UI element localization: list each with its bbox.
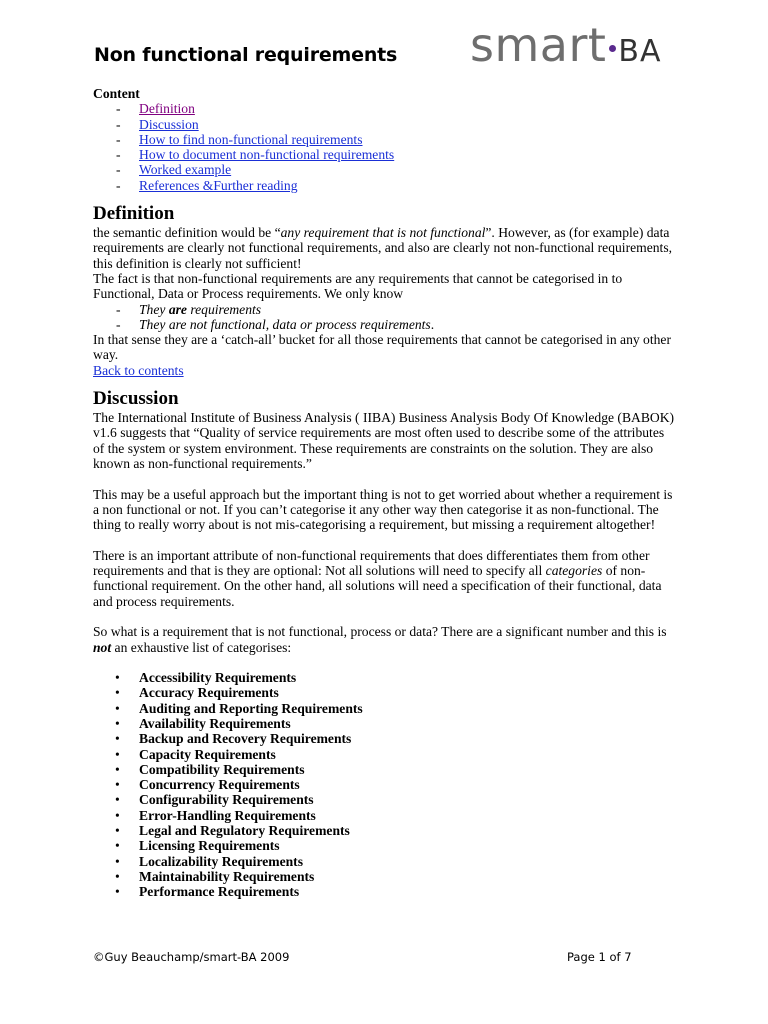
toc-link-discussion[interactable]: Discussion	[139, 116, 199, 132]
paragraph-spacer	[93, 655, 678, 670]
definition-paragraph-2: The fact is that non-functional requirements are any requirements that cannot be categorised in to Functional, Data or Process requirements. We only know	[93, 270, 623, 302]
logo-smart-text: smart	[470, 18, 607, 72]
list-item: • Localizability Requirements	[93, 854, 678, 869]
logo-ba-text: BA	[618, 34, 662, 69]
list-item-text: requirements	[186, 301, 262, 317]
footer-page-number: Page 1 of 7	[567, 950, 632, 964]
table-of-contents	[93, 101, 678, 193]
list-item: • Maintainability Requirements	[93, 869, 678, 884]
logo-dot-icon	[609, 45, 616, 52]
list-item: • Concurrency Requirements	[93, 777, 678, 792]
list-item: • Legal and Regulatory Requirements	[93, 823, 678, 838]
list-item	[93, 302, 678, 317]
back-to-contents	[93, 363, 678, 378]
toc-link-definition[interactable]: Definition	[139, 101, 195, 117]
list-item: • Accuracy Requirements	[93, 685, 678, 700]
smart-ba-logo	[470, 18, 662, 72]
discussion-paragraph-2: This may be a useful approach but the important thing is not to get worried about whether a requirement is a non functional or not. If you can’t categorise it any other way then categorise it as non-functional. The thing to really worry about is not mis-categorising a requirement, but missing a requirement altogether!	[93, 486, 673, 533]
toc-label: Content	[93, 86, 140, 101]
toc-item	[93, 132, 678, 147]
list-item: • Compatibility Requirements	[93, 762, 678, 777]
toc-link-worked-example[interactable]: Worked example	[139, 162, 232, 178]
discussion-paragraph-4	[93, 624, 678, 655]
toc-item	[93, 162, 678, 177]
discussion-paragraph-3	[93, 548, 678, 609]
definition-text: ”. However, as (for example) data requirements are clearly not functional requirements, and also are clearly not non-functional requirements, this definition is clearly not sufficient!	[93, 225, 673, 271]
list-item: • Backup and Recovery Requirements	[93, 731, 678, 746]
list-item: • Performance Requirements	[93, 884, 678, 899]
list-item-emphasis: are	[168, 301, 187, 317]
footer-copyright: ©Guy Beauchamp/smart-BA 2009	[93, 950, 290, 964]
list-item: • Accessibility Requirements	[93, 670, 678, 685]
definition-heading: Definition	[93, 203, 175, 225]
document-body	[93, 86, 678, 900]
list-item: • Licensing Requirements	[93, 838, 678, 853]
toc-item	[93, 101, 678, 116]
discussion-text: There is an important attribute of non-functional requirements that does differentiates them from other requirements and that is they are optional: Not all solutions will need to specify all	[93, 547, 650, 579]
list-item: • Error-Handling Requirements	[93, 808, 678, 823]
toc-link-how-to-find[interactable]: How to find non-functional requirements	[139, 131, 363, 147]
list-item-period: .	[430, 316, 435, 332]
toc-link-references[interactable]: References &Further reading	[139, 177, 298, 193]
paragraph-spacer	[93, 532, 678, 547]
list-item-text: They	[139, 301, 169, 317]
category-list	[93, 670, 678, 899]
definition-paragraph-3: In that sense they are a ‘catch-all’ bucket for all those requirements that cannot be categorised in any other way.	[93, 332, 671, 363]
categories-italic: categories	[545, 563, 603, 579]
definition-italic-quote: any requirement that is not functional	[280, 225, 486, 241]
toc-item	[93, 178, 678, 193]
discussion-text: an exhaustive list of categorises:	[111, 639, 292, 655]
discussion-text: of non-functional requirement. On the other hand, all solutions will need a specification of their functional, data and process requirements.	[93, 563, 662, 609]
list-item-text: They are not functional, data or process requirements	[139, 316, 431, 332]
list-item: • Auditing and Reporting Requirements	[93, 701, 678, 716]
list-item	[93, 317, 678, 332]
back-to-contents-link[interactable]: Back to contents	[93, 362, 184, 378]
list-item: • Configurability Requirements	[93, 792, 678, 807]
toc-item	[93, 117, 678, 132]
page-title: Non functional requirements	[94, 44, 398, 66]
list-item: • Availability Requirements	[93, 716, 678, 731]
discussion-heading: Discussion	[93, 388, 179, 410]
list-item: • Capacity Requirements	[93, 747, 678, 762]
definition-text: the semantic definition would be “	[93, 225, 281, 241]
toc-item	[93, 147, 678, 162]
discussion-paragraph-1: The International Institute of Business Analysis ( IIBA) Business Analysis Body Of Knowledge (BABOK) v1.6 suggests that “Quality of service requirements are most often used to describe some of the attributes of the system or system environment. These requirements are constraints on the solution. They are also known as non-functional requirements.”	[93, 410, 675, 471]
toc-link-how-to-document[interactable]: How to document non-functional requirements	[139, 147, 395, 163]
not-emphasis: not	[93, 639, 112, 655]
definition-known-list	[93, 302, 678, 333]
paragraph-spacer	[93, 471, 678, 486]
paragraph-spacer	[93, 609, 678, 624]
discussion-text: So what is a requirement that is not functional, process or data? There are a significant number and this is	[93, 624, 667, 640]
definition-paragraph-1	[93, 225, 678, 271]
